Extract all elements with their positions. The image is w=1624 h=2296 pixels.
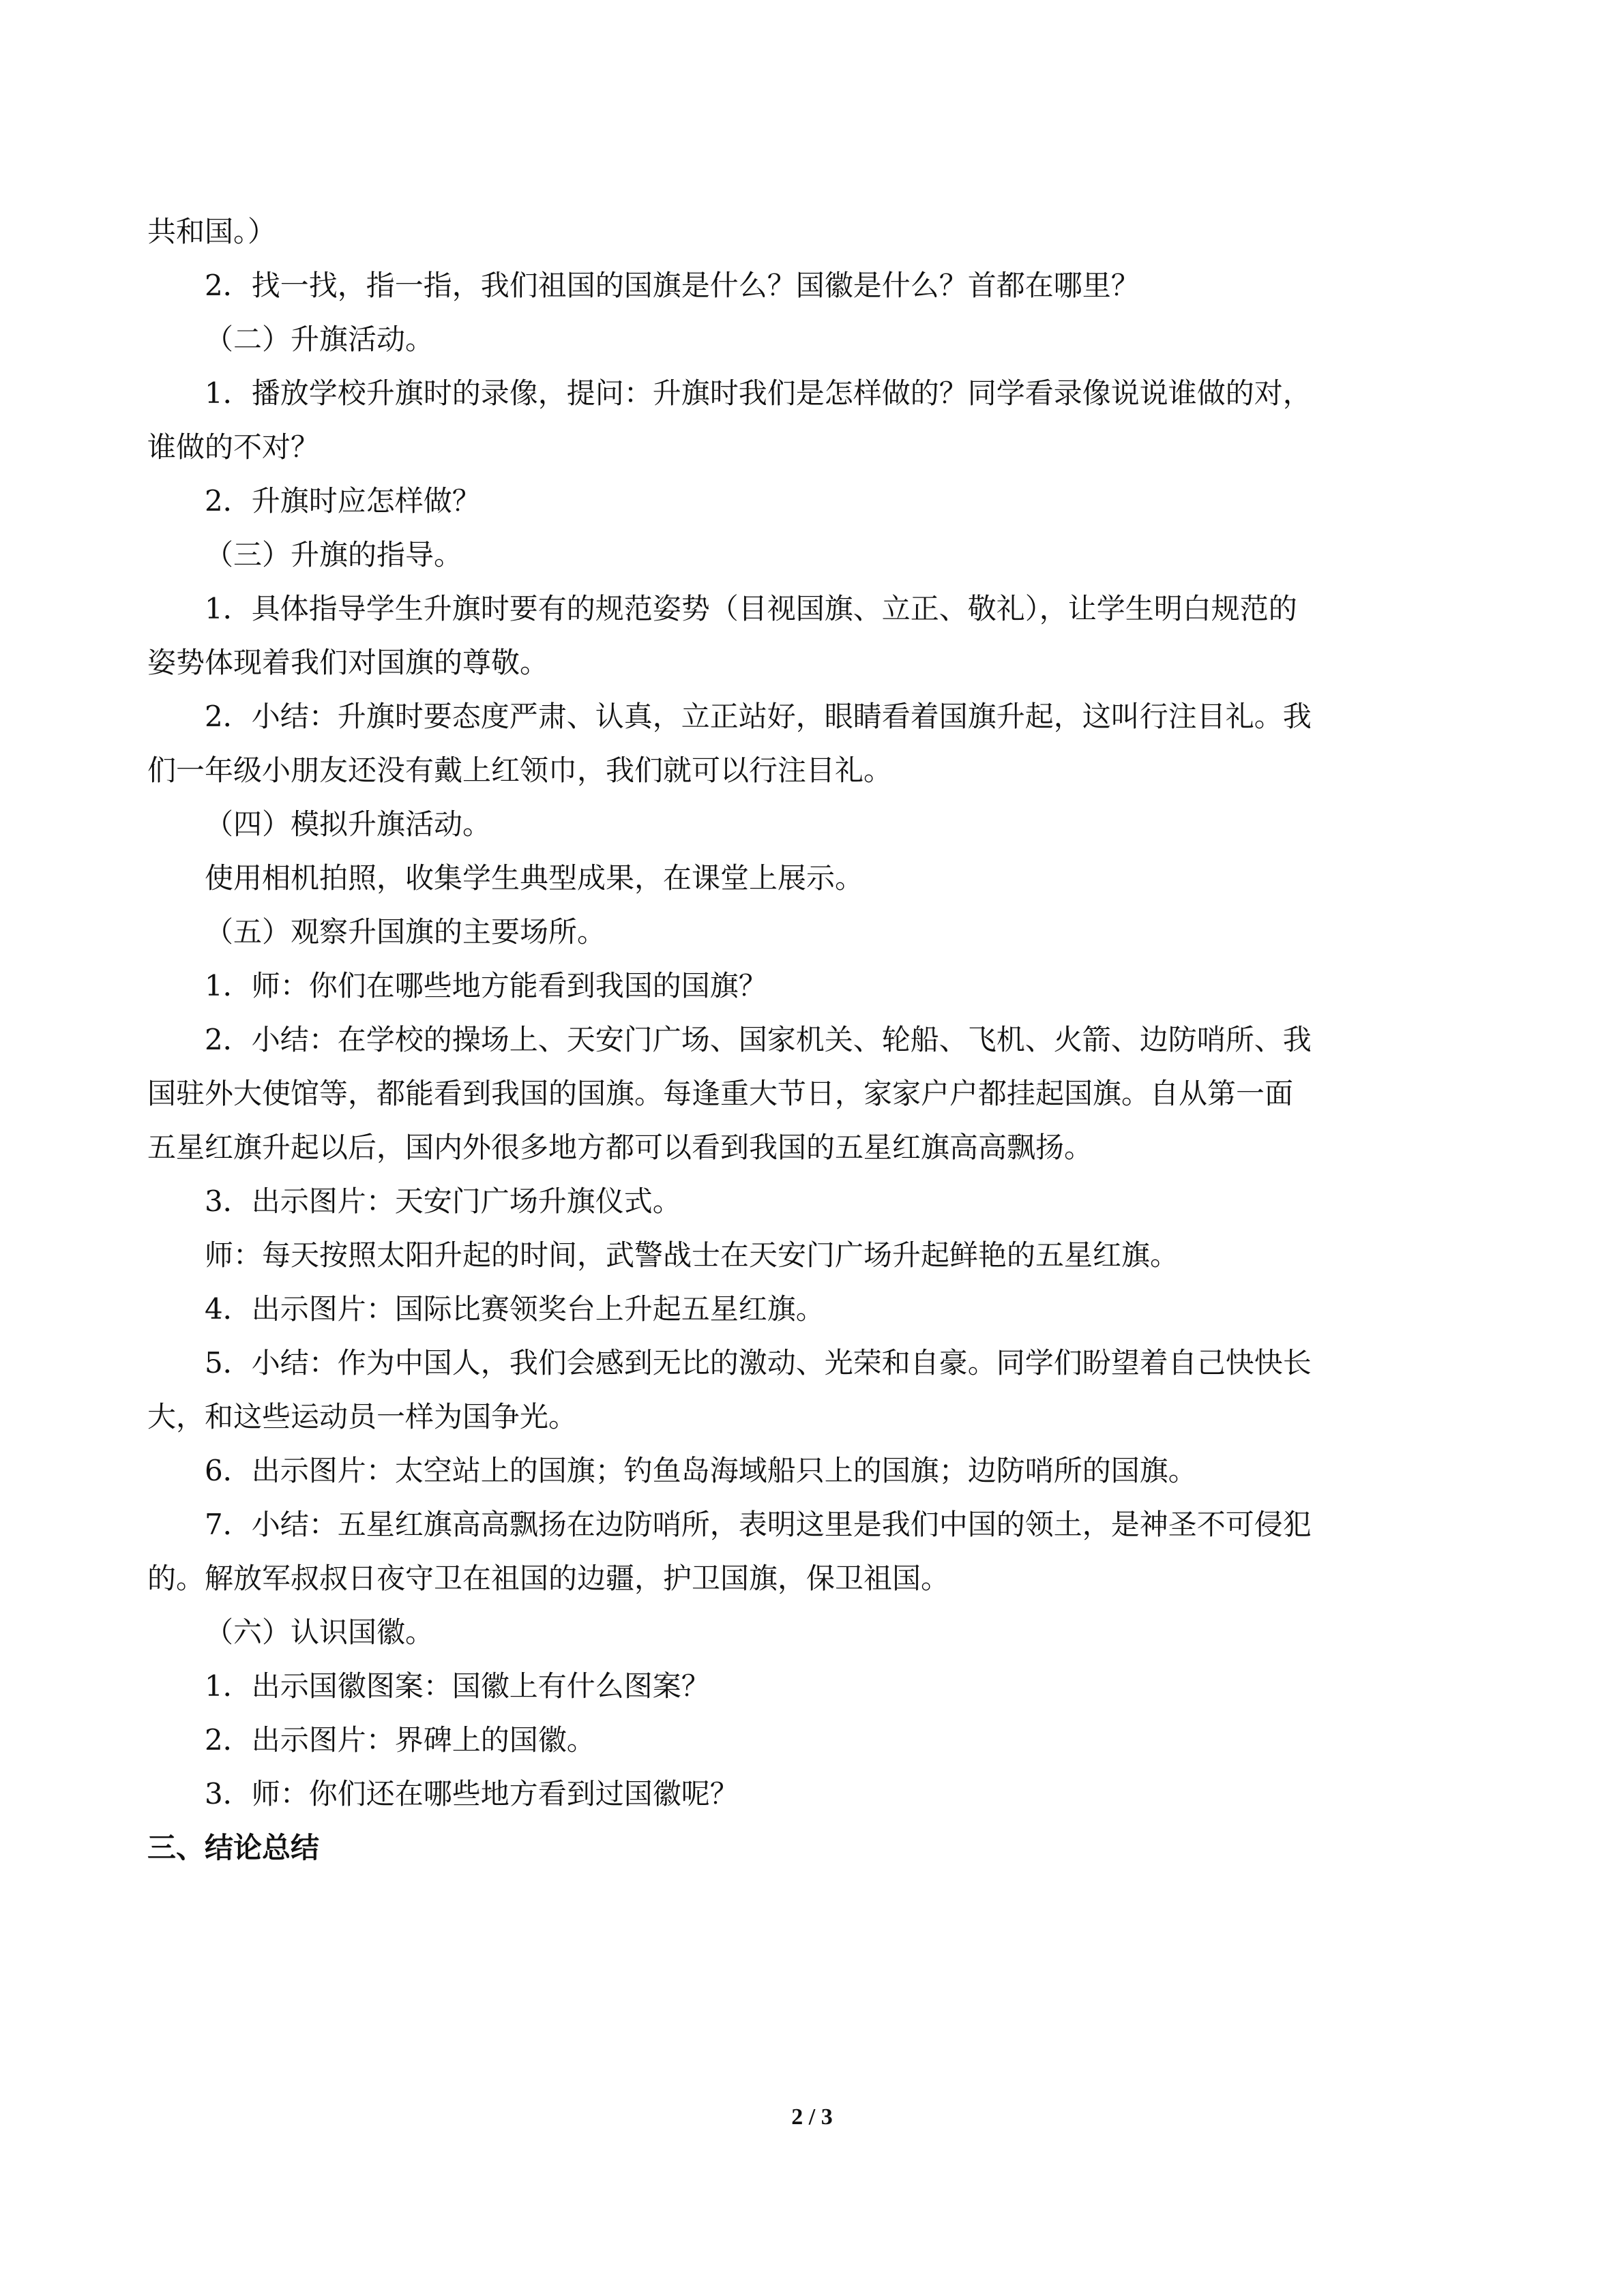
body-line: 6．出示图片：太空站上的国旗；钓鱼岛海域船只上的国旗；边防哨所的国旗。 <box>205 1454 1197 1487</box>
body-line: 2．找一找，指一指，我们祖国的国旗是什么？国徽是什么？首都在哪里？ <box>205 269 1140 302</box>
body-line: 大，和这些运动员一样为国争光。 <box>147 1400 578 1433</box>
body-line: 们一年级小朋友还没有戴上红领巾，我们就可以行注目礼。 <box>147 754 893 787</box>
subsection-title: （五）观察升国旗的主要场所。 <box>205 915 606 949</box>
body-line: 2．出示图片：界碑上的国徽。 <box>205 1723 595 1757</box>
body-line: 5．小结：作为中国人，我们会感到无比的激动、光荣和自豪。同学们盼望着自己快快长 <box>205 1346 1312 1380</box>
body-line: 7．小结：五星红旗高高飘扬在边防哨所，表明这里是我们中国的领土，是神圣不可侵犯 <box>205 1508 1312 1541</box>
body-line: 谁做的不对？ <box>147 430 320 464</box>
subsection-title: （四）模拟升旗活动。 <box>205 807 492 841</box>
body-line: 1．播放学校升旗时的录像，提问：升旗时我们是怎样做的？同学看录像说说谁做的对， <box>205 376 1312 410</box>
body-line: 师：每天按照太阳升起的时间，武警战士在天安门广场升起鲜艳的五星红旗。 <box>205 1238 1179 1272</box>
body-line: 共和国。） <box>147 215 277 248</box>
body-line: 3．师：你们还在哪些地方看到过国徽呢？ <box>205 1777 739 1810</box>
body-line: 1．师：你们在哪些地方能看到我国的国旗？ <box>205 969 767 1002</box>
subsection-title: （三）升旗的指导。 <box>205 538 463 571</box>
body-line: 4．出示图片：国际比赛领奖台上升起五星红旗。 <box>205 1292 825 1326</box>
body-line: 的。解放军叔叔日夜守卫在祖国的边疆，护卫国旗，保卫祖国。 <box>147 1562 950 1595</box>
body-line: 使用相机拍照，收集学生典型成果，在课堂上展示。 <box>205 861 864 895</box>
body-line: 2．升旗时应怎样做？ <box>205 484 481 518</box>
body-line: 2．小结：在学校的操场上、天安门广场、国家机关、轮船、飞机、火箭、边防哨所、我 <box>205 1023 1312 1056</box>
subsection-title: （二）升旗活动。 <box>205 323 434 356</box>
document-body <box>147 205 1480 1875</box>
body-line: 姿势体现着我们对国旗的尊敬。 <box>147 646 549 679</box>
body-line: 1．出示国徽图案：国徽上有什么图案？ <box>205 1669 710 1703</box>
body-line: 3．出示图片：天安门广场升旗仪式。 <box>205 1184 681 1218</box>
subsection-title: （六）认识国徽。 <box>205 1615 434 1649</box>
page-number: 2 / 3 <box>791 2104 833 2130</box>
body-line: 五星红旗升起以后，国内外很多地方都可以看到我国的五星红旗高高飘扬。 <box>147 1131 1093 1164</box>
section-heading: 三、结论总结 <box>147 1831 320 1864</box>
body-line: 1．具体指导学生升旗时要有的规范姿势（目视国旗、立正、敬礼），让学生明白规范的 <box>205 592 1297 625</box>
body-line: 2．小结：升旗时要态度严肃、认真，立正站好，眼睛看着国旗升起，这叫行注目礼。我 <box>205 700 1312 733</box>
body-line: 国驻外大使馆等，都能看到我国的国旗。每逢重大节日，家家户户都挂起国旗。自从第一面 <box>147 1077 1294 1110</box>
